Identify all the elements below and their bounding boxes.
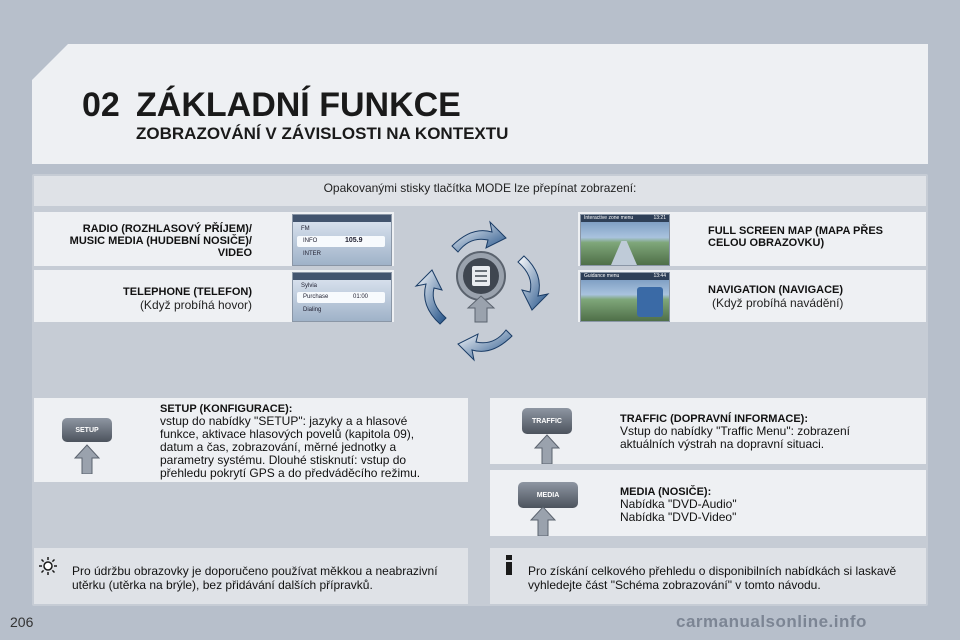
maintenance-text: Pro údržbu obrazovky je doporučeno používat měkkou a neabrazivní utěrku (utěrka na brýle), bez přidávání dalších přípravků.	[72, 564, 438, 592]
fullmap-screen-thumbnail: Interactive zone menu 13:21	[580, 214, 670, 266]
info-text: Pro získání celkového přehledu o disponibilních nabídkách si laskavě vyhledejte část "Schéma zobrazování" v tomto návodu.	[528, 564, 897, 592]
page-subtitle: ZOBRAZOVÁNÍ V ZÁVISLOSTI NA KONTEXTU	[136, 124, 509, 143]
cycle-arrow-icon	[518, 256, 548, 310]
press-arrow-icon	[530, 506, 556, 536]
watermark: carmanualsonline.info	[676, 612, 867, 631]
page-number: 206	[10, 614, 34, 630]
mode-label-navigation: NAVIGATION (NAVIGACE) (Když probíhá navádění)	[708, 284, 844, 310]
telephone-screen-thumbnail: Sylvia Purchase 01:00 Dialing	[292, 272, 392, 322]
mode-button-icon	[457, 252, 505, 300]
media-key-button[interactable]: MEDIA	[518, 482, 578, 508]
cycle-arrow-icon	[458, 330, 512, 360]
radio-screen-thumbnail: FM INFO 105.9 INTER	[292, 214, 392, 266]
sun-icon	[38, 556, 58, 576]
navigation-screen-thumbnail: Guidance menu 13:44	[580, 272, 670, 322]
traffic-description: TRAFFIC (DOPRAVNÍ INFORMACE): Vstup do nabídky "Traffic Menu": zobrazení aktuálních výstrah na dopravní situaci.	[620, 413, 850, 451]
press-arrow-icon	[534, 434, 560, 464]
cycle-arrow-icon	[416, 270, 446, 324]
page-title: ZÁKLADNÍ FUNKCE	[136, 86, 461, 124]
cycle-arrow-icon	[452, 222, 506, 252]
info-icon	[500, 554, 518, 576]
mode-label-telephone: TELEPHONE (TELEFON) (Když probíhá hovor)	[123, 286, 252, 312]
chapter-number: 02	[82, 86, 120, 124]
press-arrow-icon	[74, 444, 100, 474]
traffic-key-button[interactable]: TRAFFIC	[522, 408, 572, 434]
press-arrow-icon	[468, 296, 494, 322]
mode-label-radio: RADIO (ROZHLASOVÝ PŘÍJEM)/ MUSIC MEDIA (HUDEBNÍ NOSIČE)/ VIDEO	[69, 223, 252, 259]
intro-text: Opakovanými stisky tlačítka MODE lze přepínat zobrazení:	[323, 181, 637, 195]
setup-key-button[interactable]: SETUP	[62, 418, 112, 442]
media-description: MEDIA (NOSIČE): Nabídka "DVD-Audio" Nabídka "DVD-Video"	[620, 486, 737, 524]
mode-cycle-diagram	[400, 212, 570, 372]
mode-label-fullmap: FULL SCREEN MAP (MAPA PŘES CELOU OBRAZOVKU)	[708, 225, 883, 249]
setup-description: SETUP (KONFIGURACE): vstup do nabídky "SETUP": jazyky a a hlasové funkce, aktivace hlasových povelů (kapitola 09), datum a čas, zobrazování, měrné jednotky a parametry systému. Dlouhé stisknutí: vstup do přehledu pokrytí GPS a do předváděcího režimu.	[160, 403, 421, 480]
